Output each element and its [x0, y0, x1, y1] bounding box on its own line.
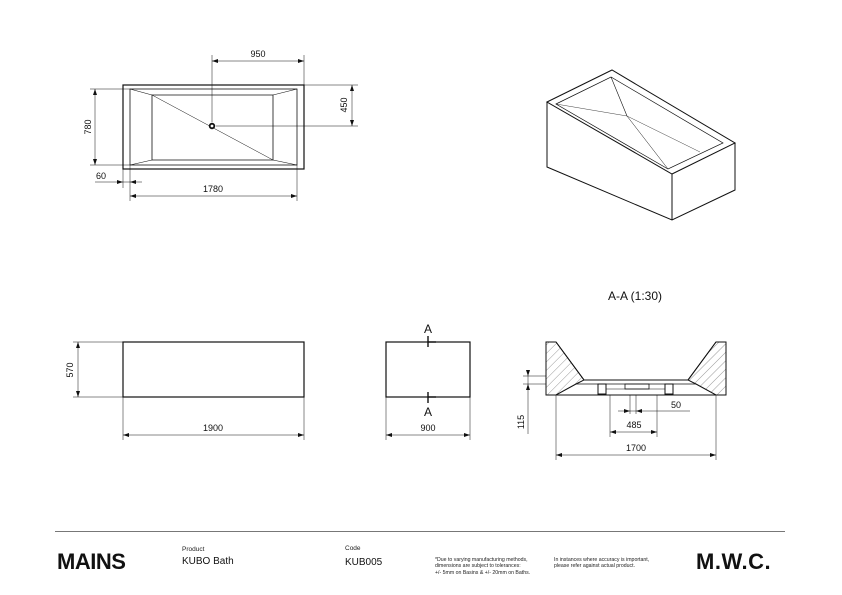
tolerance-note-line-3: +/- 5mm on Basins & +/- 20mm on Baths. [435, 569, 531, 576]
section-title: A-A (1:30) [607, 289, 663, 303]
accuracy-note-line-1: In instances where accuracy is important, [554, 557, 650, 563]
accuracy-note [554, 557, 674, 570]
title-block-divider [55, 531, 785, 532]
brand-logo-mwc: M.W.C. [696, 549, 772, 574]
section-marker-bottom: A [423, 405, 433, 419]
isometric-view [547, 70, 735, 220]
code-label: Code [345, 545, 361, 552]
section-marker-top: A [423, 322, 433, 336]
dim-front-length: 1900 [202, 423, 224, 433]
dim-plan-rim: 60 [95, 171, 107, 181]
tolerance-note-line-1: *Due to varying manufacturing methods, [435, 557, 528, 563]
dim-plan-drain-depth: 450 [339, 97, 349, 113]
section-view [523, 342, 726, 460]
dim-plan-width: 780 [83, 119, 93, 135]
dim-section-waste-offset: 50 [670, 400, 682, 410]
accuracy-note-line-2: please refer against actual product. [554, 563, 636, 570]
front-elevation [73, 342, 304, 440]
dim-section-length: 1700 [625, 443, 647, 453]
plan-arrows [93, 59, 354, 198]
code-value: KUB005 [345, 557, 383, 568]
dim-section-drain-height: 115 [516, 414, 526, 430]
front-arrows [76, 342, 304, 437]
dim-section-waste-spacing: 485 [626, 420, 642, 430]
dim-front-height: 570 [65, 362, 75, 378]
dim-plan-drain-offset: 950 [250, 49, 266, 59]
product-label: Product [182, 546, 205, 553]
tolerance-note [435, 557, 555, 576]
plan-view [90, 55, 358, 201]
product-value: KUBO Bath [182, 556, 234, 567]
tolerance-note-line-2: dimensions are subject to tolerances: [435, 563, 521, 570]
brand-logo-mains: MAINS [57, 549, 126, 574]
dim-plan-length: 1780 [202, 184, 224, 194]
dim-side-width: 900 [420, 423, 436, 433]
